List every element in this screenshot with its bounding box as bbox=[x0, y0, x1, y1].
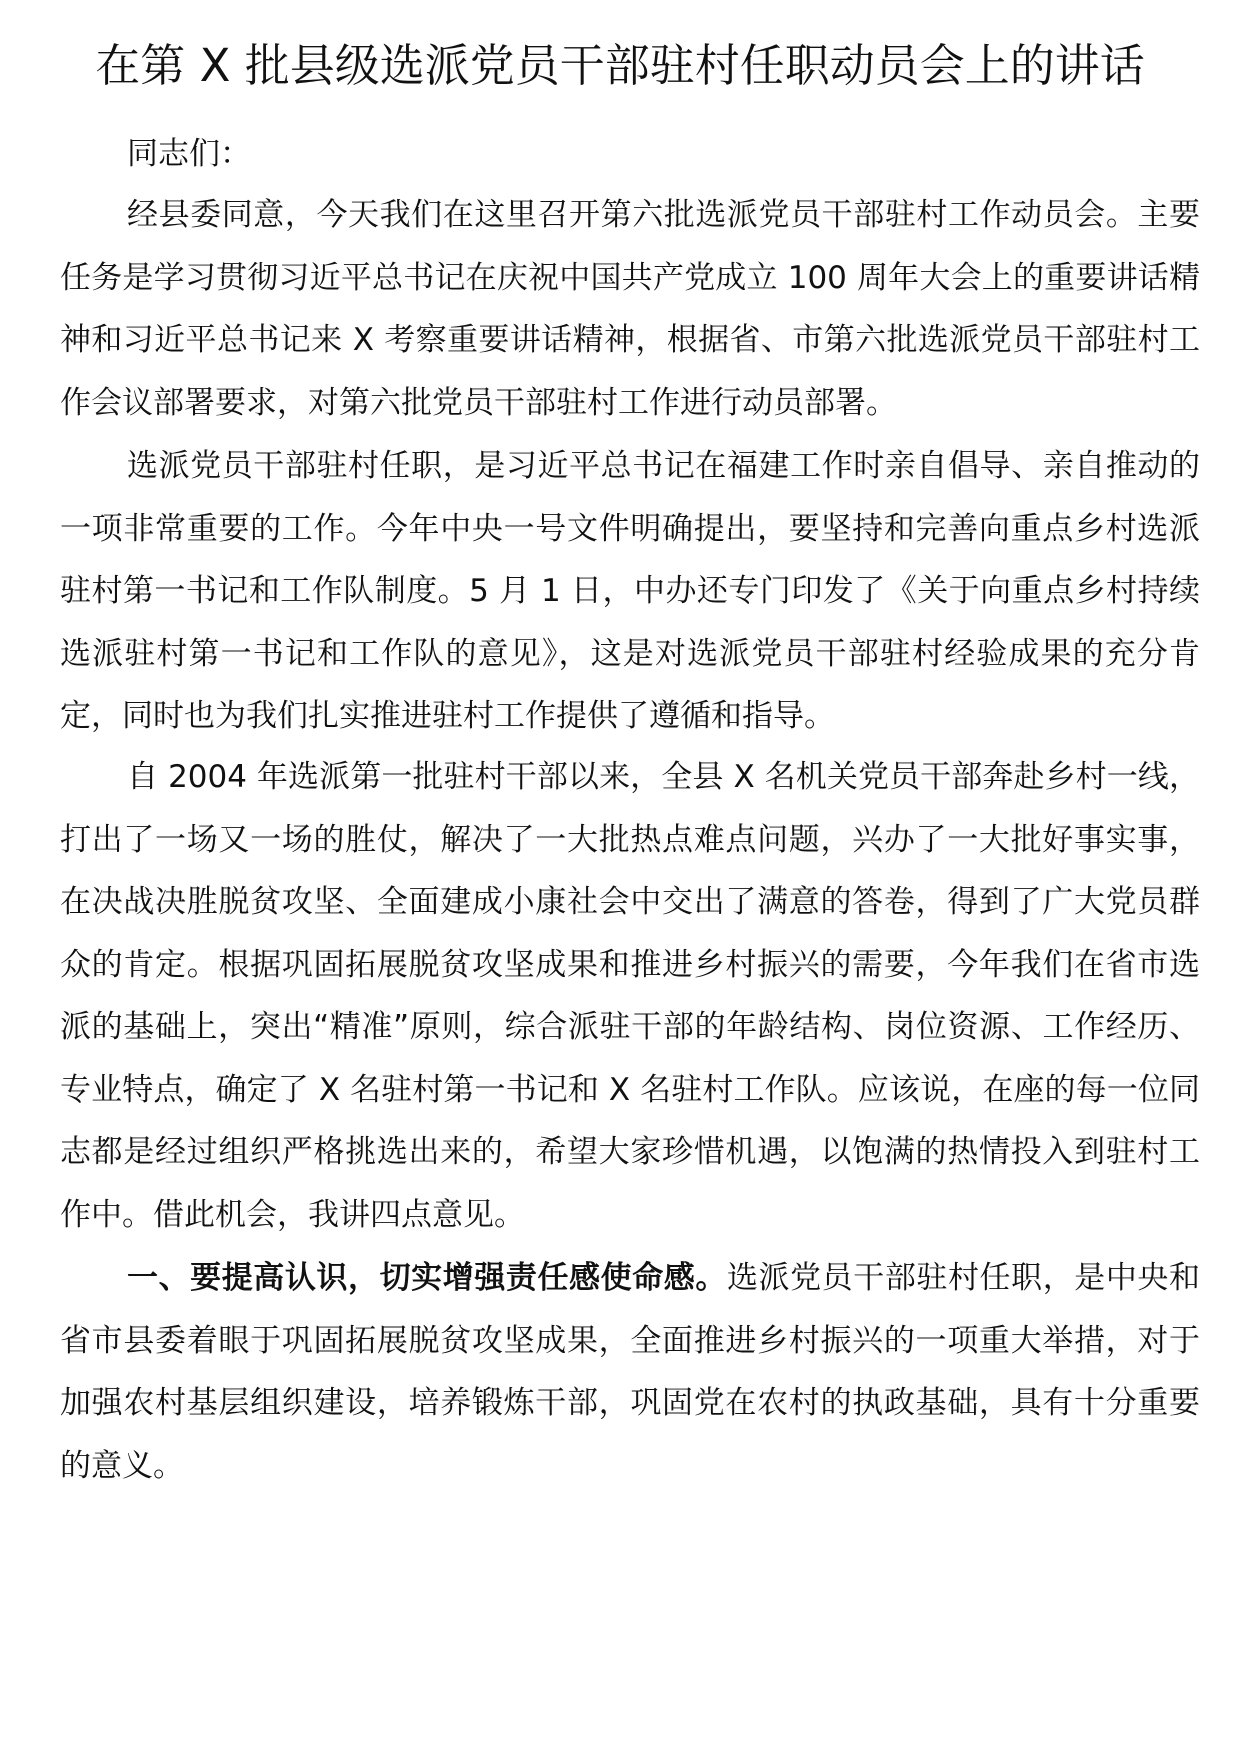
section-one-text: 选派党员干部驻村任职，是中央和省市县委着眼于巩固拓展脱贫攻坚成果，全面推进乡村振兴的一项重大举措，对于加强农村基层组织建设，培养锻炼干部，巩固党在农村的执政基础，具有十分重要的意义。 bbox=[60, 1260, 1200, 1484]
document-title: 在第 X 批县级选派党员干部驻村任职动员会上的讲话 bbox=[95, 39, 1145, 92]
paragraph-3: 自 2004 年选派第一批驻村干部以来，全县 X 名机关党员干部奔赴乡村一线，打出了一场又一场的胜仗，解决了一大批热点难点问题，兴办了一大批好事实事，在决战决胜脱贫攻坚、全面建成小康社会中交出了满意的答卷，得到了广大党员群众的肯定。根据巩固拓展脱贫攻坚成果和推进乡村振兴的需要，今年我们在省市选派的基础上，突出“精准”原则，综合派驻干部的年龄结构、岗位资源、工作经历、专业特点，确定了 X 名驻村第一书记和 X 名驻村工作队。应该说，在座的每一位同志都是经过组织严格挑选出来的，希望大家珍惜机遇，以饱满的热情投入到驻村工作中。借此机会，我讲四点意见。 bbox=[60, 759, 1200, 1233]
paragraph-1: 经县委同意，今天我们在这里召开第六批选派党员干部驻村工作动员会。主要任务是学习贯彻习近平总书记在庆祝中国共产党成立 100 周年大会上的重要讲话精神和习近平总书记来 X 考察重要讲话精神，根据省、市第六批选派党员干部驻村工作会议部署要求，对第六批党员干部驻村工作进行动员部署。 bbox=[60, 197, 1200, 421]
paragraph-2: 选派党员干部驻村任职，是习近平总书记在福建工作时亲自倡导、亲自推动的一项非常重要的工作。今年中央一号文件明确提出，要坚持和完善向重点乡村选派驻村第一书记和工作队制度。5 月 1 日，中办还专门印发了《关于向重点乡村持续选派驻村第一书记和工作队的意见》，这是对选派党员干部驻村经验成果的充分肯定，同时也为我们扎实推进驻村工作提供了遵循和指导。 bbox=[60, 448, 1200, 734]
greeting: 同志们： bbox=[127, 136, 251, 172]
paragraph-section-one bbox=[60, 1247, 1200, 1497]
section-one-heading: 一、要提高认识，切实增强责任感使命感。 bbox=[127, 1260, 727, 1296]
